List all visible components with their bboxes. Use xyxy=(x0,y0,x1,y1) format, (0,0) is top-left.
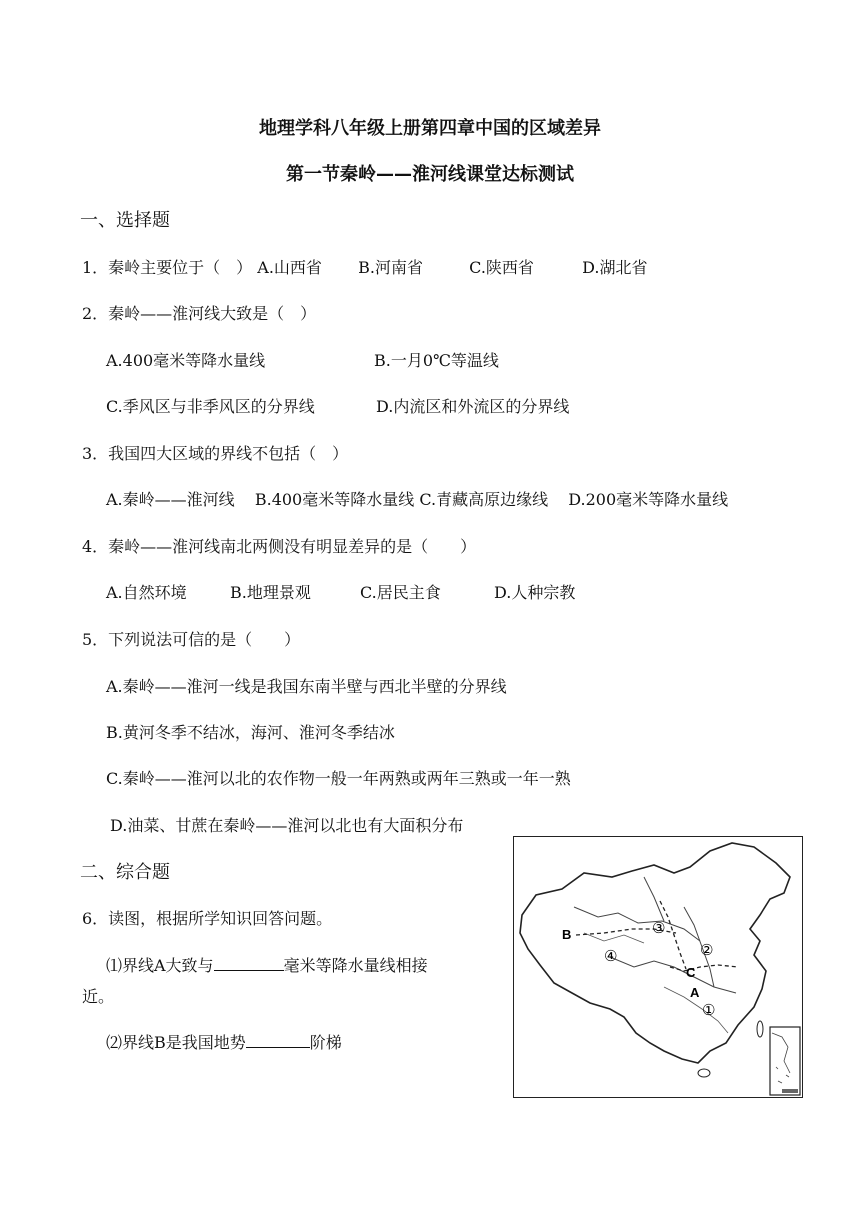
section-heading-comprehensive: 二、综合题 xyxy=(80,862,170,883)
map-label-c: C xyxy=(686,965,696,980)
q1-option-c: C.陕西省 xyxy=(469,258,534,277)
q3-option-c: C.青藏高原边缘线 xyxy=(419,490,549,509)
q2-option-c: C.季风区与非季风区的分界线 xyxy=(106,397,315,416)
question-1 xyxy=(82,255,647,278)
question-2-stem: 2．秦岭——淮河线大致是（ ） xyxy=(82,304,317,323)
doc-title: 地理学科八年级上册第四章中国的区域差异 xyxy=(259,118,601,139)
q1-option-b: B.河南省 xyxy=(358,258,423,277)
q4-option-a: A.自然环境 xyxy=(106,583,187,602)
q6-p1-pre: ⑴界线A大致与 xyxy=(106,956,214,975)
china-map-figure xyxy=(513,836,803,1098)
q5-option-c: C.秦岭——淮河以北的农作物一般一年两熟或两年三熟或一年一熟 xyxy=(106,769,571,788)
region-border-1 xyxy=(574,907,700,941)
question-5-stem: 5．下列说法可信的是（ ） xyxy=(82,630,301,649)
q1-option-d: D.湖北省 xyxy=(582,258,648,277)
map-region-1: ① xyxy=(702,1001,716,1019)
boundary-c-dashed xyxy=(670,965,738,971)
section-heading-choice: 一、选择题 xyxy=(80,210,170,231)
inset-scale-block xyxy=(782,1089,798,1093)
taiwan-island xyxy=(757,1021,763,1037)
south-sea-inset xyxy=(770,1027,800,1095)
region-border-4 xyxy=(644,877,664,921)
map-region-3: ③ xyxy=(652,919,666,937)
q3-option-a: A.秦岭——淮河线 xyxy=(106,490,235,509)
q4-option-b: B.地理景观 xyxy=(230,583,311,602)
answer-blank-2[interactable] xyxy=(246,1031,310,1048)
china-outline xyxy=(520,843,790,1063)
river-detail-2 xyxy=(584,933,644,943)
q5-option-b: B.黄河冬季不结冰，海河、淮河冬季结冰 xyxy=(106,723,395,742)
hainan-island xyxy=(698,1069,710,1077)
q6-p1-continuation: 近。 xyxy=(82,987,115,1006)
china-map-svg xyxy=(514,837,802,1097)
question-6-stem: 6．读图，根据所学知识回答问题。 xyxy=(82,909,333,928)
question-4-stem: 4．秦岭——淮河线南北两侧没有明显差异的是（ ） xyxy=(82,537,477,556)
map-region-2: ② xyxy=(700,941,714,959)
q1-option-a: A.山西省 xyxy=(257,258,322,277)
q5-option-d: D.油菜、甘蔗在秦岭——淮河以北也有大面积分布 xyxy=(110,816,464,835)
q3-option-b: B.400毫米等降水量线 xyxy=(254,490,415,509)
q4-option-d: D.人种宗教 xyxy=(494,583,576,602)
map-label-b: B xyxy=(562,927,572,942)
q6-part-2 xyxy=(106,1030,342,1053)
question-3-stem: 3．我国四大区域的界线不包括（ ） xyxy=(82,444,349,463)
q5-option-a: A.秦岭——淮河一线是我国东南半壁与西北半壁的分界线 xyxy=(106,677,507,696)
map-label-a: A xyxy=(690,985,700,1000)
map-region-4: ④ xyxy=(604,947,618,965)
q6-p2-post: 阶梯 xyxy=(309,1033,342,1052)
q3-options xyxy=(106,487,728,510)
q2-option-b: B.一月0℃等温线 xyxy=(374,351,499,370)
q2-option-d: D.内流区和外流区的分界线 xyxy=(376,397,570,416)
q1-stem: 1．秦岭主要位于（ ） xyxy=(82,258,253,277)
q3-option-d: D.200毫米等降水量线 xyxy=(568,490,729,509)
q6-p2-pre: ⑵界线B是我国地势 xyxy=(106,1033,246,1052)
answer-blank-1[interactable] xyxy=(214,954,284,971)
doc-subtitle: 第一节秦岭——淮河线课堂达标测试 xyxy=(286,164,574,185)
q2-option-a: A.400毫米等降水量线 xyxy=(106,351,266,370)
q6-p1-post: 毫米等降水量线相接 xyxy=(283,956,428,975)
q6-part-1 xyxy=(106,953,428,976)
region-border-2 xyxy=(610,957,736,993)
q4-option-c: C.居民主食 xyxy=(360,583,441,602)
